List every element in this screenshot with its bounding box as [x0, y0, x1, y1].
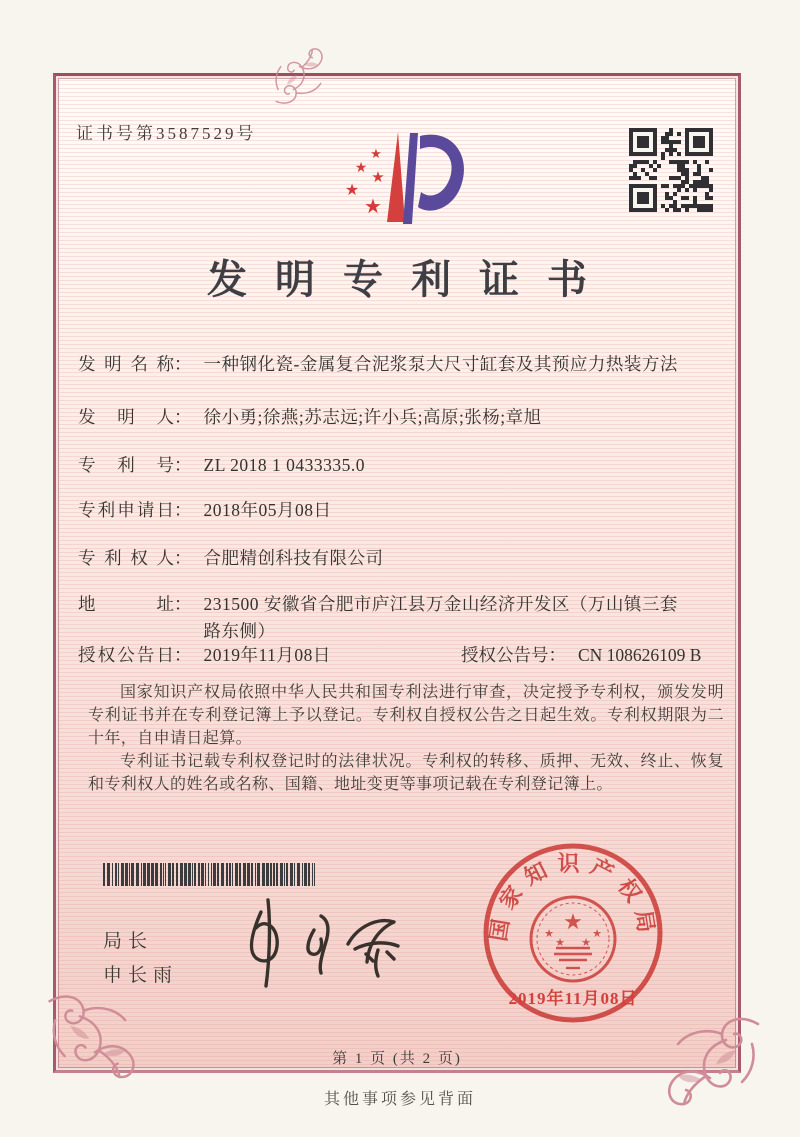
field-value: CN 108626109 B	[578, 645, 702, 665]
field-colon: ：	[174, 354, 192, 374]
back-note: 其他事项参见背面	[323, 1091, 476, 1108]
top-border-flourish-icon	[264, 38, 336, 110]
cnipa-logo	[328, 122, 478, 244]
field-label: 专利号	[78, 455, 174, 475]
qr-code	[629, 128, 713, 212]
logo-p-icon	[403, 133, 464, 224]
bottom-left-flourish-icon	[42, 988, 146, 1092]
certificate-panel	[53, 73, 741, 1073]
field-colon: ：	[174, 407, 192, 427]
legal-paragraph-2: 专利证书记载专利权登记时的法律状况。专利权的转移、质押、无效、终止、恢复和专利权人的姓名或名称、国籍、地址变更等事项记载在专利登记簿上。	[88, 753, 724, 793]
signer-name: 申长雨	[103, 965, 179, 986]
svg-text:★: ★	[354, 161, 368, 176]
field-row-filing-date	[78, 497, 728, 524]
svg-text:★: ★	[555, 937, 565, 949]
svg-text:★: ★	[364, 196, 382, 218]
field-label: 授权公告日	[78, 645, 174, 665]
field-value: 2018年05月08日	[203, 500, 332, 520]
grant-number-group	[461, 642, 701, 669]
svg-text:★: ★	[371, 170, 385, 186]
svg-text:★: ★	[581, 937, 591, 949]
logo-wedge-icon	[387, 132, 405, 222]
field-row-address	[78, 591, 728, 645]
field-colon: ：	[174, 500, 192, 520]
field-label: 地址	[78, 594, 174, 614]
field-row-invention-name	[78, 351, 728, 378]
field-colon: ：	[174, 594, 192, 614]
certificate-title: 发明专利证书	[207, 257, 615, 302]
field-colon: ：	[174, 548, 192, 568]
field-label: 授权公告号	[461, 645, 549, 665]
legal-paragraph-1: 国家知识产权局依照中华人民共和国专利法进行审查，决定授予专利权，颁发发明专利证书并在专利登记簿上予以登记。专利权自授权公告之日起生效。专利权期限为二十年，自申请日起算。	[88, 684, 724, 747]
grant-date-group	[78, 645, 331, 665]
barcode	[103, 863, 321, 886]
logo-stars-icon	[345, 146, 385, 218]
svg-text:★: ★	[344, 182, 360, 199]
legal-text	[88, 681, 724, 796]
field-value: ZL 2018 1 0433335.0	[203, 455, 365, 475]
svg-text:★: ★	[370, 146, 382, 161]
seal-date: 2019年11月08日	[508, 989, 638, 1008]
field-value: 231500 安徽省合肥市庐江县万金山经济开发区（万山镇三套路东侧）	[203, 594, 678, 642]
field-label: 专利申请日	[78, 500, 174, 520]
signer-title: 局长	[103, 931, 154, 952]
svg-text:★: ★	[592, 928, 602, 940]
field-label: 专利权人	[78, 548, 174, 568]
page-number: 第 1 页 (共 2 页)	[332, 1051, 462, 1067]
field-value: 合肥精创科技有限公司	[203, 548, 384, 568]
field-label: 发明人	[78, 407, 174, 427]
field-label: 发明名称	[78, 354, 174, 374]
national-emblem-icon	[531, 897, 615, 981]
svg-text:★: ★	[563, 909, 583, 934]
field-value: 徐小勇;徐燕;苏志远;许小兵;高原;张杨;章旭	[203, 407, 542, 427]
field-value: 2019年11月08日	[203, 645, 331, 665]
field-value: 一种钢化瓷-金属复合泥浆泵大尺寸缸套及其预应力热装方法	[203, 354, 678, 374]
field-row-patentee	[78, 545, 728, 572]
field-colon: ：	[548, 645, 566, 665]
certificate-number: 证书号第3587529号	[76, 124, 257, 143]
field-row-inventors	[78, 404, 728, 431]
field-row-grant	[78, 642, 728, 669]
field-colon: ：	[174, 645, 192, 665]
field-colon: ：	[174, 455, 192, 475]
svg-text:★: ★	[544, 928, 554, 940]
signature	[216, 888, 431, 998]
seal-ring-text: 国家知识产权局	[485, 851, 661, 943]
field-row-patent-number	[78, 452, 728, 479]
